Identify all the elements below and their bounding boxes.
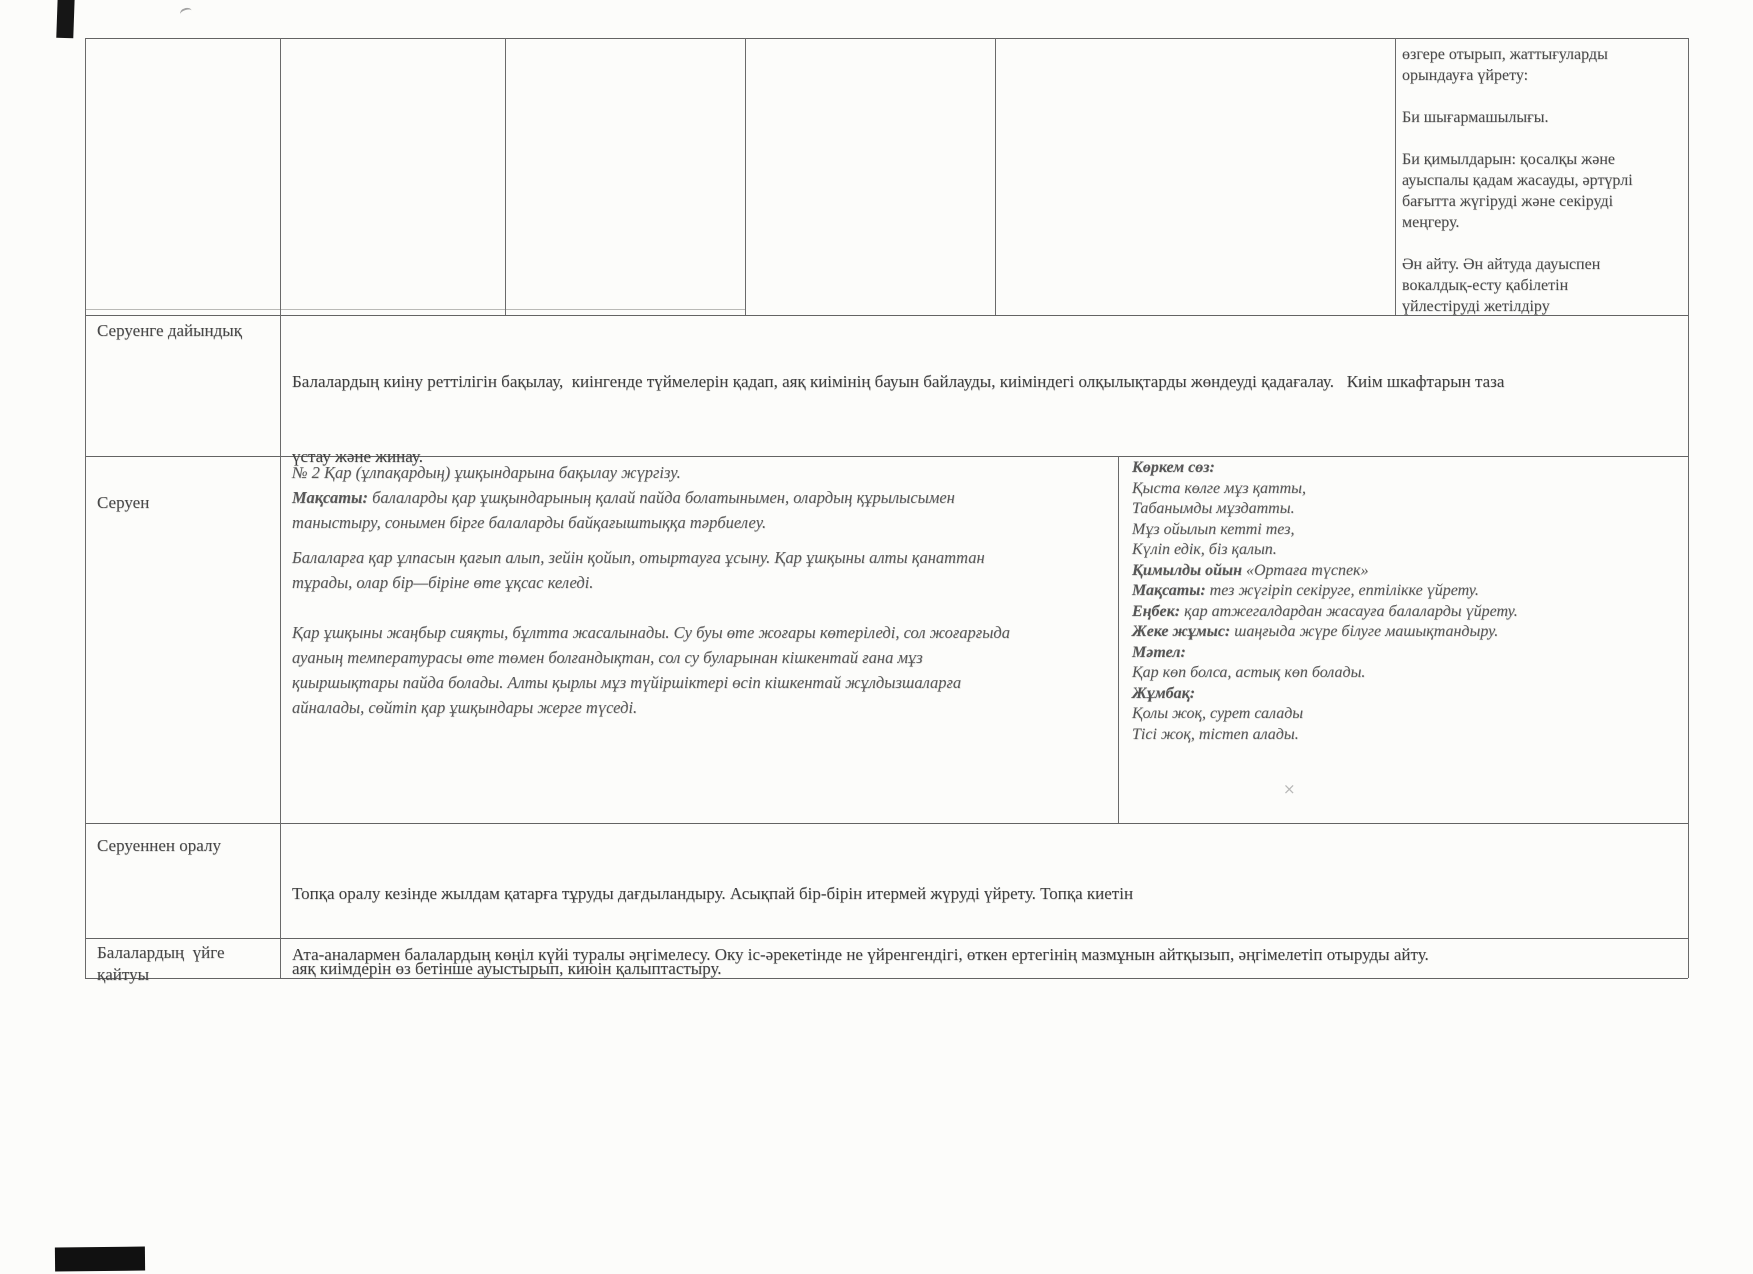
notes-line [1402,86,1694,107]
row-label-walk-preparation: Серуенге дайындық [97,321,242,340]
activity-line [1132,663,1680,684]
notes-line: бағытта жүгіруді және секіруді [1402,193,1614,210]
cell-top-right-notes [1402,44,1694,317]
activity-text: шаңғыда жүре білуге машықтандыру. [1230,623,1499,640]
row-content-walk-observation [292,460,1020,720]
activity-text: Табанымды мұздатты. [1132,500,1295,517]
activity-line [1132,520,1680,541]
activity-line [1132,602,1680,623]
activity-text: Қыста көлге мұз қатты, [1132,479,1306,497]
row-content-children-going-home: Ата-аналармен балалардың көңіл күйі туралы әңгімелесу. Оку іс-әрекетінде не үйренгендігі, өткен ертегінің мазмұнын айтқызып, әңгімелетіп отыруды айту. [292,945,1429,964]
activity-line [1132,479,1680,500]
notes-line: меңгеру. [1402,214,1460,231]
grid-vline-top-c2 [745,38,746,315]
activity-line [1132,684,1680,705]
goal-text: балаларды қар ұшқындарының қалай пайда болатынымен, олардың құрылысымен таныстыру, сонымен бірге балаларды байқағыштыққа тәрбиелеу. [292,488,959,532]
activity-lead: Жеке жұмыс: [1132,623,1231,640]
activity-lead: Жұмбақ: [1132,684,1196,702]
grid-hline-top [85,38,1688,39]
row-content-walk-activities [1132,458,1680,745]
notes-line: орындауға үйрету: [1402,67,1529,84]
observation-title: № 2 Қар (ұлпақардың) ұшқындарына бақылау жүргізу. [292,463,681,482]
notes-line [1402,233,1694,254]
activity-line [1132,622,1680,643]
activity-line [1132,458,1680,479]
activity-text: қар атжегалдардан жасауға балаларды үйрету. [1180,602,1518,620]
activity-line [1132,643,1680,664]
row-label-children-going-home [97,942,225,986]
content-line: Топқа оралу кезінде жылдам қатарға тұруды дағдыландыру. Асықпай бір-бірін итермей жүруді үйрету. Топқа киетін [292,884,1134,903]
activity-line [1132,581,1680,602]
activity-text: Қолы жоқ, сурет салады [1132,705,1304,722]
scan-artifact-top-left [56,0,74,38]
activity-line [1132,540,1680,561]
observation-goal [292,485,1020,535]
notes-line: өзгере отырып, жаттығуларды [1402,46,1608,63]
activity-line [1132,499,1680,520]
activity-text: тез жүгіріп секіруге, ептілікке үйрету. [1205,582,1479,599]
activity-lead: Мәтел: [1132,643,1186,661]
notes-line: Би қимылдарын: қосалқы және [1402,151,1615,168]
notes-line: Ән айту. Ән айтуда дауыспен [1402,256,1601,273]
activity-lead: Еңбек: [1132,602,1181,620]
notes-line: Би шығармашылығы. [1402,109,1549,126]
scan-mark-x: ⨯ [1283,782,1296,798]
activity-text: «Ортаға түспек» [1241,561,1369,579]
row-content-return-from-walk [292,831,1682,1031]
grid-hline-row1-ghost [85,309,745,310]
activity-line [1132,561,1680,582]
observation-paragraph: Балаларға қар ұлпасын қағып алып, зейін қойып, отыртауға ұсыну. Қар ұшқыны алты қанаттан тұрады, олар бір—біріне өте ұқсас келеді. [292,548,989,592]
activity-lead: Мақсаты: [1132,582,1206,599]
scan-artifact-bottom-bar [55,1247,145,1272]
notes-line: үйлестіруді жетілдіру [1402,298,1550,315]
notes-line [1402,128,1694,149]
grid-vline-labelcol [280,38,281,978]
activity-lead: Қимылды ойын [1132,561,1242,579]
content-line: үстау және жинау. [292,447,423,466]
grid-vline-top-c3 [995,38,996,315]
goal-lead-label: Мақсаты: [292,488,368,507]
activity-text: Мұз ойылып кетті тез, [1132,520,1295,538]
content-line: Балалардың киіну реттілігін бақылау, киінгенде түймелерін қадап, аяқ киімінің бауын байлауды, киіміндегі олқылықтарды жөндеуді қадағалау. Киім шкафтарын таза [292,372,1505,391]
label-line: Балалардың үйге [97,943,225,962]
row-label-return-from-walk: Серуеннен оралу [97,836,221,855]
notes-line: ауыспалы қадам жасауды, әртүрлі [1402,172,1633,189]
content-line: аяқ киімдерін өз бетінше ауыстырып, киюін қалыптастыру. [292,959,722,978]
observation-paragraph: Қар ұшқыны жаңбыр сияқты, бұлтта жасалынады. Су буы өте жоғары көтеріледі, сол жоғарғыда ауаның температурасы өте төмен болғандықтан, сол су буларынан кішкентай ғана мұз қиыршықтары пайда болады. Алты қырлы мұз түйіршіктері өсіп кішкентай жұлдызшаларға айналады, сөйтіп қар ұшқындары жерге түседі. [292,623,1015,717]
activity-text: Күліп едік, біз қалып. [1132,541,1277,558]
grid-hline-row3 [85,823,1688,824]
activity-text: Тісі жоқ, тістеп алады. [1132,725,1299,743]
activity-lead: Көркем сөз: [1132,459,1215,476]
activity-text: Қар көп болса, астық көп болады. [1132,664,1366,681]
grid-vline-top-c4 [1395,38,1396,315]
grid-vline-left [85,38,86,978]
label-line: қайтуы [97,965,150,984]
row-label-walk: Серуен [97,493,150,512]
notes-line: вокалдық-есту қабілетін [1402,277,1569,294]
activity-line [1132,725,1680,746]
grid-vline-top-c1 [505,38,506,315]
scan-squiggle-top [179,6,193,18]
activity-line [1132,704,1680,725]
